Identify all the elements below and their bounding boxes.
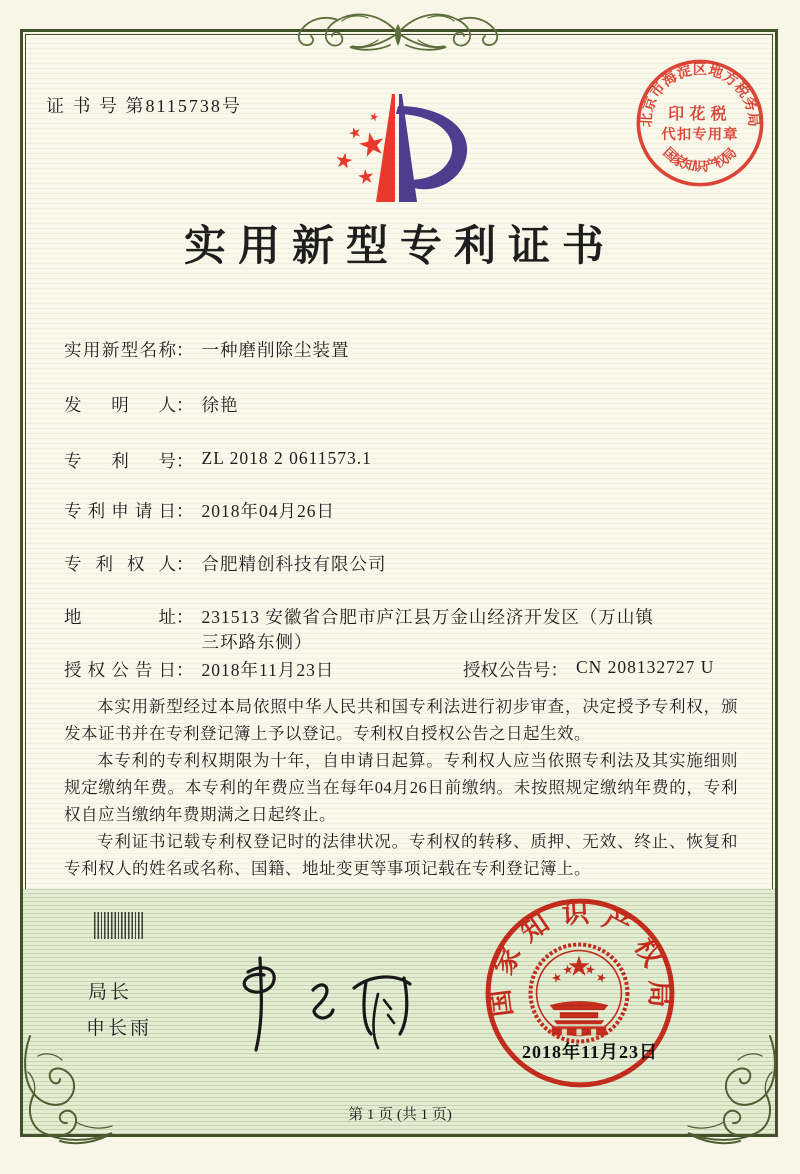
field-colon: ： (176, 340, 194, 360)
field-colon: ： (176, 554, 194, 574)
field-colon: ： (176, 501, 194, 521)
tax-stamp-center-line2: 代扣专用章 (661, 126, 739, 143)
certificate-number: 证 书 号 第8115738号 (46, 96, 242, 116)
field-label: 专利号 (64, 451, 176, 471)
bottom-left-flourish-icon (16, 1028, 136, 1146)
field-value: ZL 2018 2 0611573.1 (201, 448, 372, 468)
field-value: 2018年11月23日 (201, 660, 335, 680)
field-value: 一种磨削除尘装置 (201, 340, 350, 360)
field-colon: ： (176, 660, 194, 680)
legal-paragraph-1: 本实用新型经过本局依照中华人民共和国专利法进行初步审查，决定授予专利权，颁发本证书并在专利登记簿上予以登记。专利权自授权公告之日起生效。 (64, 697, 738, 743)
field-filing-date (64, 498, 335, 523)
field-patentee (64, 551, 387, 576)
field-colon: ： (550, 660, 568, 680)
director-title: 局长 (88, 982, 133, 1003)
tax-stamp-arc-bottom-text: 国家知识产权局 (660, 144, 740, 174)
legal-paragraph-2: 本专利的专利权期限为十年，自申请日起算。专利权人应当依照专利法及其实施细则规定缴纳年费。本专利的年费应当在每年04月26日前缴纳。未按照规定缴纳年费的，专利权自应当缴纳年费期满之日起终止。 (64, 751, 738, 824)
field-utility-model-name (64, 337, 350, 362)
legal-paragraph-3: 专利证书记载专利权登记时的法律状况。专利权的转移、质押、无效、终止、恢复和专利权人的姓名或名称、国籍、地址变更等事项记载在专利登记簿上。 (64, 832, 738, 878)
tax-stamp-arc-top-text: 北京市海淀区地方税务局 (638, 62, 762, 128)
tax-stamp-center-line1: 印花税 (668, 105, 732, 123)
field-colon: ： (176, 607, 194, 627)
field-value: 合肥精创科技有限公司 (201, 554, 387, 574)
field-colon: ： (176, 395, 194, 415)
national-emblem-icon (531, 945, 628, 1042)
director-signature-icon (218, 952, 428, 1056)
field-inventor (64, 392, 239, 417)
director-name: 申长雨 (86, 1018, 153, 1039)
tax-stamp-seal (615, 38, 785, 208)
field-patent-number (64, 448, 372, 473)
field-label: 地址 (64, 607, 176, 627)
field-colon: ： (176, 451, 194, 471)
field-value-line1: 231513 安徽省合肥市庐江县万金山经济开发区（万山镇 (201, 607, 654, 627)
field-value: 徐艳 (201, 395, 239, 415)
field-label: 授权公告日 (64, 660, 176, 680)
field-label: 专利申请日 (64, 501, 176, 521)
legal-text-block (64, 693, 738, 882)
seal-date: 2018年11月23日 (521, 1042, 658, 1062)
field-grant-number (463, 657, 714, 682)
field-value-line2: 三环路东侧） (201, 632, 313, 652)
field-label: 实用新型名称 (64, 340, 176, 360)
field-label: 专利权人 (64, 554, 176, 574)
field-value: 2018年04月26日 (201, 501, 335, 521)
barcode (94, 912, 144, 939)
certificate-title: 实用新型专利证书 (183, 224, 616, 270)
field-value: CN 208132727 U (576, 657, 715, 677)
field-grant-date (64, 657, 334, 682)
field-label: 发明人 (64, 395, 176, 415)
page-number-footer: 第 1 页 (共 1 页) (348, 1107, 452, 1123)
field-label: 授权公告号 (463, 660, 551, 680)
bottom-right-flourish-icon (664, 1028, 784, 1146)
cnipa-logo-icon (322, 84, 478, 208)
office-seal-arc-text: 国家知识产权局 (484, 897, 675, 1019)
svg-text:国家知识产权局 (660, 144, 739, 174)
top-flourish-ornament-icon (272, 4, 524, 56)
field-address (64, 604, 654, 654)
